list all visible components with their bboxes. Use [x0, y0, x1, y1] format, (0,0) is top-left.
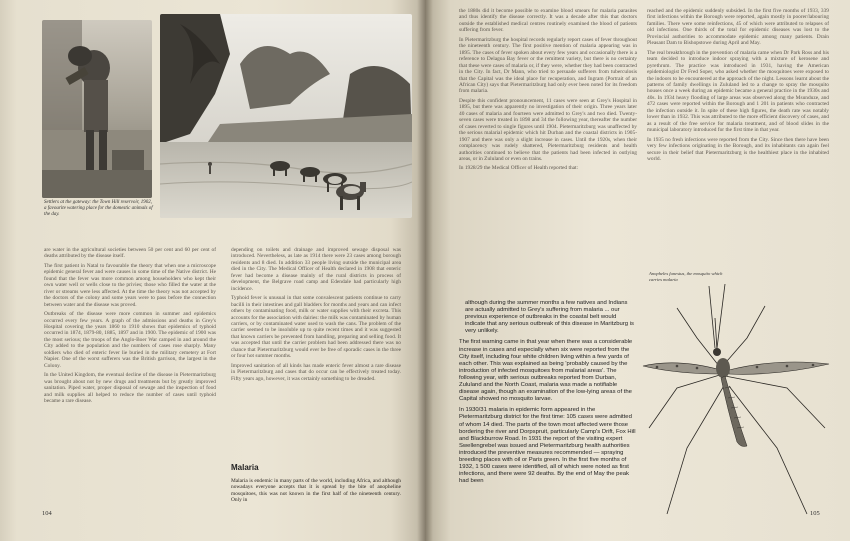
left-body-column-2	[231, 247, 401, 455]
section-heading-malaria: Malaria	[231, 463, 259, 472]
paragraph: The first warning came in that year when there was a considerable increase in cases and especially when six were reported from the City itself, including four white children living within a few yards of each other. This was explained as being 'probably caused by the introduction of infected mosquitoes from malarial areas'. The following year, with serious outbreaks reported from Durban, Zululand and the North Coast, malaria was made a notifiable disease again, though an examination of the low-lying areas of the Capital showed no mosquito larvae.	[459, 339, 633, 403]
paragraph: In 1930/31 malaria in epidemic form appeared in the Pietermaritzburg district for the first time: 105 cases were admitted of whom 14 died. The parts of the town most affected were those bordering the river and Dorpspruit, particularly Camp's Drift, Fox Hill and Blackburrow Road. In 1931 the report of the visiting expert Swellengrebel was issued and Pietermaritzburg health authorities introduced the preventive measures recommended — spraying breeding places with oil or Paris green. In the first five months of 1932, 1 500 cases were identified, all of which were noted as first infections, and there were 92 deaths. By the end of May the peak had been	[459, 407, 636, 485]
paragraph: Improved sanitation of all kinds has made enteric fever almost a rare disease in Pietermaritzburg and cases that do occur can be effectively treated today. Fifty years ago, however, it was certainly something to be dreaded.	[231, 362, 401, 382]
paragraph: In Pietermaritzburg the hospital records regularly report cases of fever throughout the nineteenth century. The first positive mention of malaria appearing was in 1895. The cases of fever spoken about every few years and occasionally there is a reference to Delagoa Bay fever or the remittent variety, but there is no certainty that these were cases of malaria or, if they were, whether they had been contracted in the City. In fact, Dr Mann, who tried to persuade sufferers from tuberculosis that the Capital was the ideal place for recuperation, and Ingram (Portrait of an African City) says that Pietermaritzburg had only ever been noted for its freedom from malaria.	[459, 36, 637, 95]
right-quote-and-continuation	[459, 300, 637, 522]
paragraph: Despite this confident pronouncement, 11 cases were seen at Grey's Hospital in 1895, but there was apparently no investigation of their origin. Three years later 40 cases of malaria and fourteen were admitted to Grey's and two died. Twenty-seven cases were treated in 1898 and 34 the following year, thereafter the number of cases reverted to single figures until 1904. Pietermaritzburg was unaffected by the serious malarial epidemic which hit Durban and the coastal districts in 1905-1907 and there was only a slight increase in cases. Until the 1920s, when their complacency was rudely shattered, Pietermaritzburg residents and health authorities continued to believe that the patients had been infected in outlying areas, or in Zululand or even on trains.	[459, 97, 637, 162]
mosquito-illustration	[637, 278, 837, 518]
page-number-left: 104	[42, 510, 52, 517]
photo-caption: Settlers at the gateway: the Town Hill reservoir, 1902, a favourite watering place for the domestic animals of the day.	[44, 200, 153, 217]
left-body-column-1	[44, 247, 216, 509]
paragraph: Malaria is endemic in many parts of the world, including Africa, and although nowadays everyone accepts that it is spread by the bite of anopheline mosquitoes, this was not known in the first half of the nineteenth century. Only in	[231, 478, 401, 504]
photo-figure-carrying-load	[42, 20, 152, 198]
right-body-column-2	[647, 8, 829, 266]
mosquito-caption: Anopheles funestus, the mosquito which carries malaria	[649, 271, 723, 282]
paragraph: The first patient in Natal to favourable the theory that when one a microscope epidemic general fever and were causes in some time of the Native district. He found that the fever was more common among householders who kept their own water well or wells close to the privies; those who filled the water at the river or streams were less affected. At the time the theory was not accepted by the doctors of the colony and some years were to pass before the connection between water and the disease was proved.	[44, 262, 216, 308]
paragraph: In 1935 no fresh infections were reported from the City. Since then there have been very few infections originating in the Borough, and its inhabitants can again feel secure in their belief that Pietermaritzburg is the healthiest place in the inhabited world.	[647, 136, 829, 162]
right-page	[425, 0, 850, 541]
right-body-column-1	[459, 8, 637, 298]
book-gutter	[417, 0, 433, 541]
paragraph: Typhoid fever is unusual in that some convalescent patients continue to carry bacilli in their intestines and gall bladders for months and years and can infect others by contaminating food, milk or water supplies with their excreta. This accounts for the association with dairies: the milk was contaminated by human carriers, or by contaminated water used to wash the cans. The problem of the carrier seemed to be insoluble up to quite recent times and it was suggested that known carriers be prevented from handling, preparing and selling food. It was accepted that until the carrier problem had been addressed there was no chance that Pietermaritzburg would ever be free of sporadic cases in the three or four hot summer months.	[231, 295, 401, 360]
paragraph: reached and the epidemic suddenly subsided. In the first five months of 1933, 339 first infections within the Borough were reported, again mostly in poorer/labouring families. There were some reinfections, 45 of which were attributed to relapses of old infections. One thirds of the total for epidemic diseases was lost to the Provincial authorities to accommodate epidemic among many patients. Drain Pleasant Dam to Bishopstowe during April and May.	[647, 8, 829, 47]
paragraph: are water in the agricultural societies between 50 per cent and 60 per cent of deaths attributed by the disease itself.	[44, 247, 216, 260]
paragraph: In 1928/29 the Medical Officer of Health reported that:	[459, 165, 579, 172]
paragraph: The real breakthrough in the prevention of malaria came when Dr Park Ross and his team decided to introduce indoor spraying with a mixture of kerosene and pyrethrum. The practice was introduced in 1931, having the American epidemiologist Dr Fred Soper, who asked whether the mosquitoes were exposed to the indoors to be encountered at the approach of the night. Lessons learnt about the patterns of family dwellings in Zululand led to a change to spray the mosquito houses once a week during an epidemic became a general practice in the 1930s and 40s. In 1934 heavy flooding of large areas was observed along the Msunduze, and 472 cases were reported within the Borough and 1 201 in patients who contracted the infection outside it. In spite of these high figures, the death rate was notably lower than in 1932. This was attributed to the more efficient discovery of cases, and as a result of the free service for malaria treatment, and of blood slides in the municipal laboratory introduced for the first time in that year.	[647, 49, 829, 134]
malaria-intro-text	[231, 478, 401, 522]
paragraph: depending on toilets and drainage and improved sewage disposal was introduced. Nevertheless, as late as 1914 there were 23 cases among borough residents and 8 died. In addition 33 people living outside the municipal area died in the City. The Medical Officer of Health declared in 1908 that enteric fever had become a disease mainly of the rural districts in process of development, the Belgrave road camp and Edendale had particularly high incidence.	[231, 247, 401, 292]
photo-river-watering-place	[160, 14, 412, 218]
paragraph: the 1880s did it become possible to examine blood smears for malaria parasites and thus identify the disease correctly. It was a decade after this that doctors outside the established medical centres routinely examined the blood of patients suffering from fever.	[459, 8, 637, 34]
paragraph: In the United Kingdom, the eventual decline of the disease in Pietermaritzburg was brought about not by new drugs and treatments but by greatly improved sanitation. Piped water, proper disposal of sewage and the inspection of food and milk supplies all helped to reduce the number of cases until typhoid became a rare disease.	[44, 372, 216, 404]
quote-paragraph: although during the summer months a few natives and Indians are actually admitted to Grey's suffering from malaria ... our previous experience of outbreaks in the coastal belt would indicate that any serious outbreak of this disease in Maritzburg is very unlikely.	[465, 300, 634, 335]
paragraph: Outbreaks of the disease were more common in summer and epidemics occurred every few years. A graph of the admissions and deaths in Grey's Hospital covering the years 1860 to 1910 shows that epidemics of typhoid occurred in 1874, 1879-80, 1885, 1897 and in 1900. The epidemic of 1900 was the most serious; the troops of the Anglo-Boer War camped in and around the City added to the population and the numbers of cases rose sharply. Many soldiers who died of enteric fever lie buried in the military cemetery at Fort Napier. One of the worst sufferers was the British garrison, the largest in the Colony.	[44, 311, 216, 369]
page-number-right: 105	[810, 510, 820, 517]
